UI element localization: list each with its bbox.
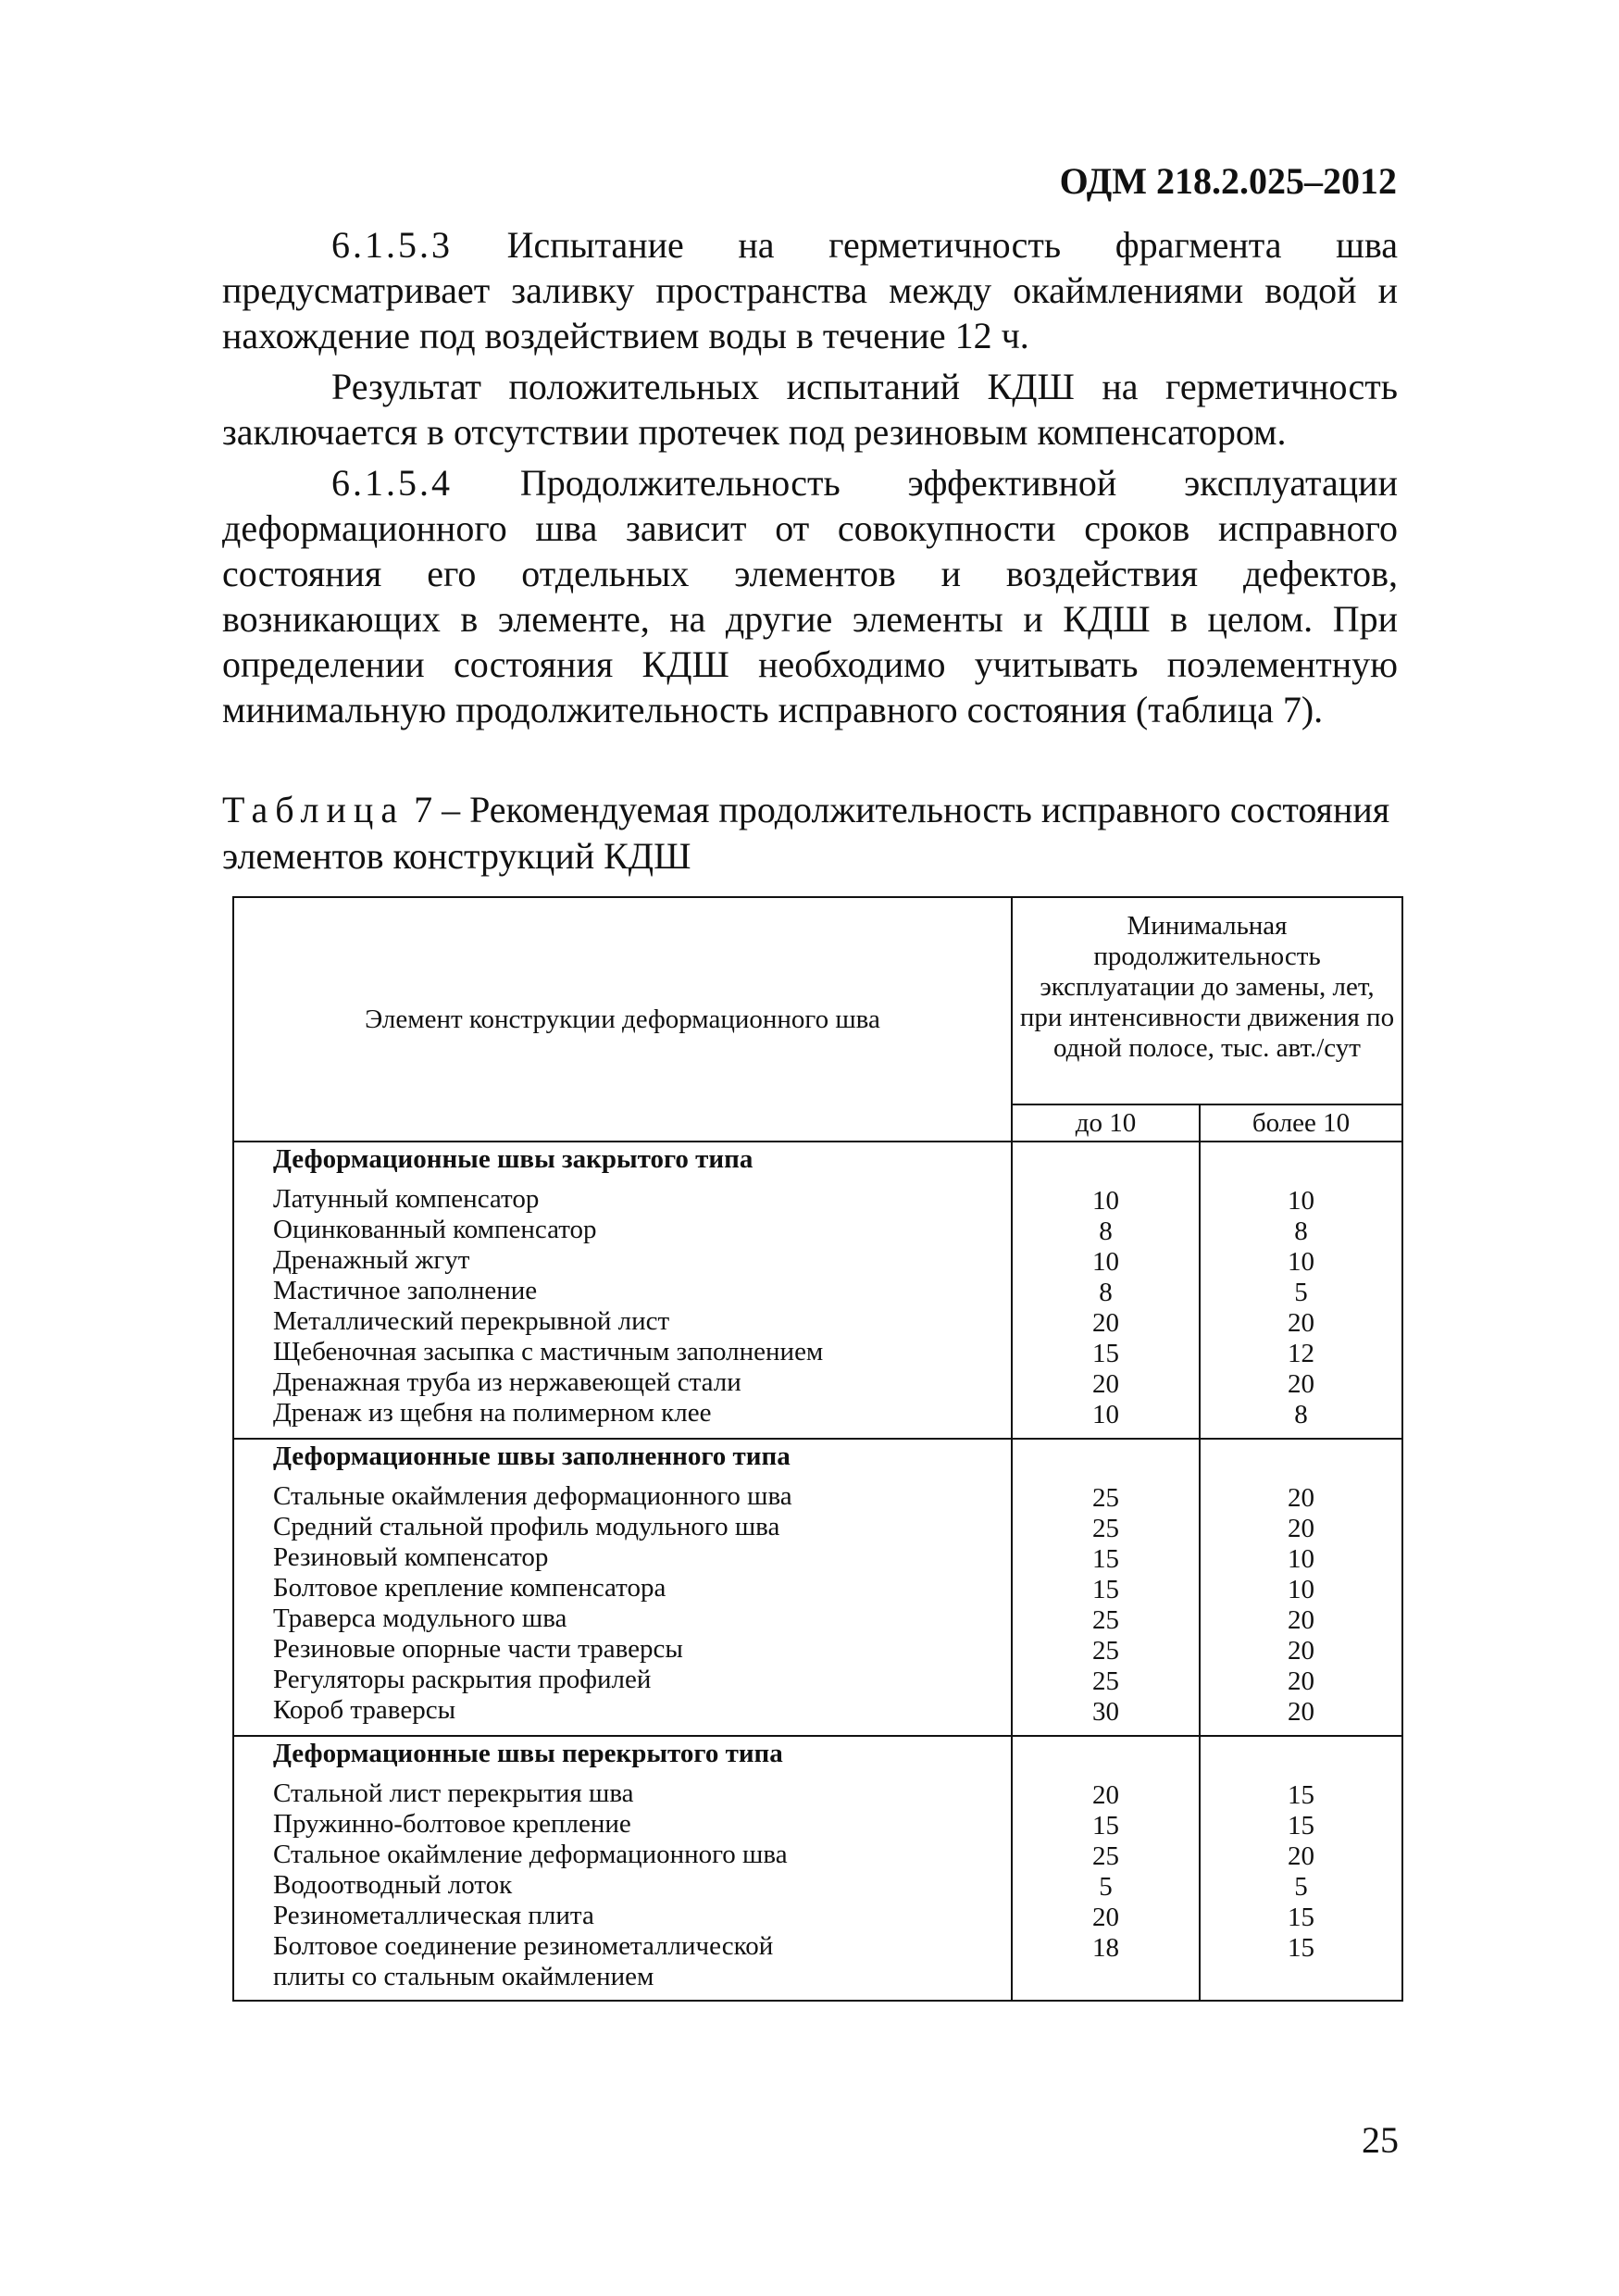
element-name: Стальной лист перекрытия шва xyxy=(273,1778,634,1808)
value-over-10: 15 xyxy=(1288,1811,1314,1841)
value-up-to-10: 10 xyxy=(1092,1247,1119,1277)
value-over-10: 20 xyxy=(1288,1697,1314,1727)
section-covered-high xyxy=(1200,1736,1402,2001)
value-over-10: 20 xyxy=(1288,1636,1314,1666)
durability-table xyxy=(232,896,1403,2002)
paragraph-result xyxy=(222,364,1398,455)
element-name: Короб траверсы xyxy=(273,1695,456,1725)
header-over-10: более 10 xyxy=(1200,1104,1402,1142)
section-title: Деформационные швы перекрытого типа xyxy=(273,1739,783,1768)
section-closed-low xyxy=(1012,1142,1200,1439)
element-name: Металлический перекрывной лист xyxy=(273,1306,670,1336)
paragraph-6-1-5-3 xyxy=(222,222,1398,358)
value-up-to-10: 25 xyxy=(1092,1483,1119,1513)
element-name: Резиновый компенсатор xyxy=(273,1542,549,1572)
element-name: Щебеночная засыпка с мастичным заполнением xyxy=(273,1337,824,1366)
value-over-10: 20 xyxy=(1288,1308,1314,1338)
table-caption-text: 7 – Рекомендуемая продолжительность исправного состояния элементов конструкций КДШ xyxy=(222,789,1390,877)
section-title: Деформационные швы закрытого типа xyxy=(273,1144,753,1174)
value-over-10: 10 xyxy=(1288,1247,1314,1277)
element-name: Дренажный жгут xyxy=(273,1245,470,1275)
value-over-10: 8 xyxy=(1294,1400,1308,1429)
paragraph-text: Продолжительность эффективной эксплуатации деформационного шва зависит от совокупности сроков исправного состояния его отдельных элементов и воздействия дефектов, возникающих в элементе, на другие элементы и КДШ в целом. При определении состояния КДШ необходимо учитывать поэлементную минимальную продолжительность исправного состояния (таблица 7). xyxy=(222,462,1398,730)
value-up-to-10: 20 xyxy=(1092,1903,1119,1932)
section-title: Деформационные швы заполненного типа xyxy=(273,1441,791,1471)
element-name: Оцинкованный компенсатор xyxy=(273,1215,597,1244)
clause-number: 6.1.5.4 xyxy=(331,462,453,504)
section-closed xyxy=(233,1142,1402,1439)
value-up-to-10: 15 xyxy=(1092,1575,1119,1604)
header-min-duration: Минимальная продолжительность эксплуатации до замены, лет, при интенсивности движения по одной полосе, тыс. авт./сут xyxy=(1012,897,1402,1104)
element-name: Пружинно-болтовое крепление xyxy=(273,1809,631,1839)
header-element: Элемент конструкции деформационного шва xyxy=(233,897,1012,1142)
value-over-10: 20 xyxy=(1288,1483,1314,1513)
header-up-to-10: до 10 xyxy=(1012,1104,1200,1142)
value-over-10: 12 xyxy=(1288,1339,1314,1368)
section-closed-high xyxy=(1200,1142,1402,1439)
value-up-to-10: 20 xyxy=(1092,1369,1119,1399)
element-name: Дренаж из щебня на полимерном клее xyxy=(273,1398,712,1428)
section-covered-names xyxy=(233,1736,1012,2001)
section-closed-names xyxy=(233,1142,1012,1439)
element-name: Латунный компенсатор xyxy=(273,1184,540,1214)
value-over-10: 5 xyxy=(1294,1872,1308,1902)
value-up-to-10: 25 xyxy=(1092,1514,1119,1543)
value-up-to-10: 25 xyxy=(1092,1636,1119,1666)
section-filled-low xyxy=(1012,1439,1200,1736)
value-up-to-10: 25 xyxy=(1092,1841,1119,1871)
value-over-10: 15 xyxy=(1288,1780,1314,1810)
value-up-to-10: 8 xyxy=(1099,1217,1113,1246)
element-name: плиты со стальным окаймлением xyxy=(273,1962,654,1991)
table-header-row xyxy=(233,897,1402,1104)
value-up-to-10: 25 xyxy=(1092,1605,1119,1635)
value-over-10: 20 xyxy=(1288,1666,1314,1696)
value-up-to-10: 20 xyxy=(1092,1308,1119,1338)
value-over-10: 20 xyxy=(1288,1514,1314,1543)
value-up-to-10: 30 xyxy=(1092,1697,1119,1727)
value-up-to-10: 10 xyxy=(1092,1400,1119,1429)
value-over-10: 5 xyxy=(1294,1278,1308,1307)
element-name: Траверса модульного шва xyxy=(273,1603,567,1633)
value-over-10: 15 xyxy=(1288,1903,1314,1932)
table-caption xyxy=(222,787,1402,880)
value-over-10: 15 xyxy=(1288,1933,1314,1963)
value-up-to-10: 18 xyxy=(1092,1933,1119,1963)
value-over-10: 10 xyxy=(1288,1575,1314,1604)
element-name: Стальные окаймления деформационного шва xyxy=(273,1481,792,1511)
value-up-to-10: 15 xyxy=(1092,1544,1119,1574)
value-over-10: 8 xyxy=(1294,1217,1308,1246)
value-up-to-10: 25 xyxy=(1092,1666,1119,1696)
paragraph-text: Испытание на герметичность фрагмента шва предусматривает заливку пространства между окаймлениями водой и нахождение под воздействием воды в течение 12 ч. xyxy=(222,224,1398,356)
value-over-10: 10 xyxy=(1288,1186,1314,1216)
value-up-to-10: 20 xyxy=(1092,1780,1119,1810)
value-up-to-10: 5 xyxy=(1099,1872,1113,1902)
value-up-to-10: 10 xyxy=(1092,1186,1119,1216)
value-over-10: 20 xyxy=(1288,1369,1314,1399)
value-over-10: 20 xyxy=(1288,1841,1314,1871)
element-name: Болтовое крепление компенсатора xyxy=(273,1573,666,1603)
element-name: Водоотводный лоток xyxy=(273,1870,513,1900)
value-up-to-10: 15 xyxy=(1092,1811,1119,1841)
element-name: Стальное окаймление деформационного шва xyxy=(273,1840,788,1869)
element-name: Мастичное заполнение xyxy=(273,1276,538,1305)
clause-number: 6.1.5.3 xyxy=(331,224,453,266)
paragraph-6-1-5-4 xyxy=(222,460,1398,732)
value-over-10: 20 xyxy=(1288,1605,1314,1635)
section-filled-high xyxy=(1200,1439,1402,1736)
element-name: Дренажная труба из нержавеющей стали xyxy=(273,1367,741,1397)
section-covered-low xyxy=(1012,1736,1200,2001)
element-name: Болтовое соединение резинометаллической xyxy=(273,1931,774,1961)
element-name: Резинометаллическая плита xyxy=(273,1901,594,1930)
section-filled xyxy=(233,1439,1402,1736)
element-name: Средний стальной профиль модульного шва xyxy=(273,1512,780,1541)
value-up-to-10: 8 xyxy=(1099,1278,1113,1307)
value-over-10: 10 xyxy=(1288,1544,1314,1574)
element-name: Резиновые опорные части траверсы xyxy=(273,1634,683,1664)
body-text xyxy=(222,222,1398,732)
element-name: Регуляторы раскрытия профилей xyxy=(273,1665,652,1694)
table-caption-label: Таблица xyxy=(222,789,405,830)
section-filled-names xyxy=(233,1439,1012,1736)
document-code: ОДМ 218.2.025–2012 xyxy=(1059,160,1397,202)
value-up-to-10: 15 xyxy=(1092,1339,1119,1368)
section-covered xyxy=(233,1736,1402,2001)
paragraph-text: Результат положительных испытаний КДШ на герметичность заключается в отсутствии протечек под резиновым компенсатором. xyxy=(222,366,1398,453)
page-number: 25 xyxy=(1362,2119,1399,2161)
